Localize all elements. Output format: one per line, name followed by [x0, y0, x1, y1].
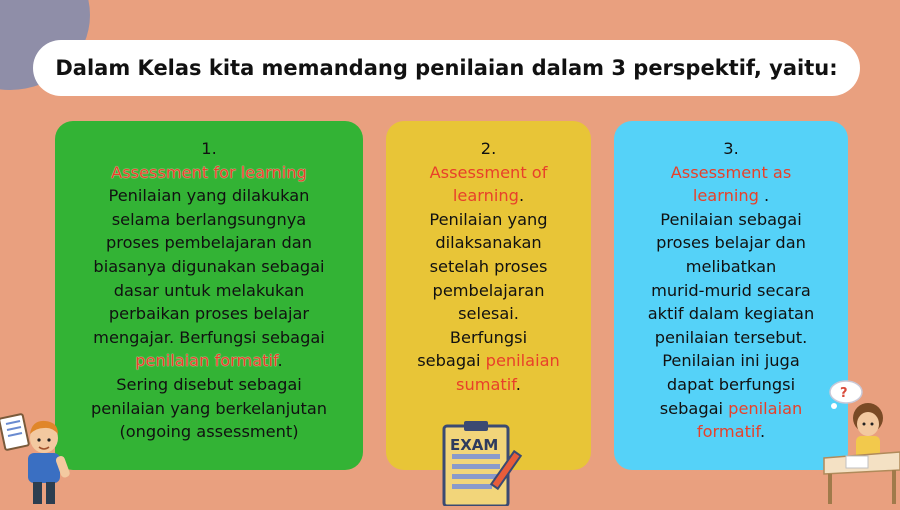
perspective-card-3: [614, 121, 848, 470]
page-title: Dalam Kelas kita memandang penilaian dalam 3 perspektif, yaitu:: [55, 56, 838, 80]
highlight-term: formatif: [696, 422, 760, 442]
card-text-line: melibatkan: [685, 256, 777, 276]
card-highlight-line: [624, 420, 838, 444]
card-heading-line: [396, 184, 581, 208]
boy-with-clipboard-icon: [0, 410, 75, 506]
card-heading-line: [624, 184, 838, 208]
exam-label: EXAM: [450, 436, 499, 454]
card-text-line: dasar untuk melakukan: [113, 280, 305, 300]
card-highlight-line: [396, 349, 581, 373]
card-text-line: Sering disebut sebagai: [116, 374, 302, 394]
card-number: 3.: [723, 139, 739, 158]
perspective-card-1: [55, 121, 363, 470]
card-number: 1.: [201, 139, 217, 158]
card-text-line: proses belajar dan: [656, 233, 806, 253]
question-mark: ?: [840, 386, 848, 401]
card-text-line: pembelajaran: [432, 280, 545, 300]
card-text-line: mengajar. Berfungsi sebagai: [93, 327, 325, 347]
card-text-line: (ongoing assessment): [119, 422, 299, 442]
card-text-line: aktif dalam kegiatan: [647, 304, 815, 324]
highlight-term: penilaian: [728, 398, 803, 418]
card-text-line: proses pembelajaran dan: [106, 233, 312, 253]
card-text-line: penilaian yang berkelanjutan: [90, 398, 327, 418]
card-text-line: Berfungsi: [449, 327, 528, 347]
card-text-line: Penilaian ini juga: [662, 351, 800, 371]
card-heading: Assessment as: [670, 162, 792, 182]
card-heading: learning: [452, 186, 519, 206]
title-banner: [33, 40, 860, 96]
card-heading: Assessment of: [429, 162, 548, 182]
card-text-line: dapat berfungsi: [666, 374, 796, 394]
card-text-line: penilaian tersebut.: [654, 327, 808, 347]
highlight-term: sumatif: [456, 374, 516, 394]
punctuation: .: [515, 374, 521, 394]
punctuation: .: [277, 351, 283, 371]
perspective-card-2: [386, 121, 591, 470]
card-text-line: Penilaian yang: [429, 209, 548, 229]
punctuation: .: [518, 186, 525, 206]
punctuation: .: [759, 422, 766, 442]
card-text: sebagai: [417, 351, 486, 371]
card-heading: learning: [692, 186, 759, 206]
card-text-line: selama berlangsungnya: [111, 209, 307, 229]
card-highlight-line: [624, 397, 838, 421]
card-text-line: murid-murid secara: [651, 280, 811, 300]
card-text-line: Penilaian yang dilakukan: [108, 186, 310, 206]
highlight-term: penilaian: [485, 351, 560, 371]
card-text-line: selesai.: [458, 304, 519, 324]
card-text-line: perbaikan proses belajar: [108, 304, 310, 324]
card-highlight-line: [65, 349, 353, 373]
girl-thinking-icon: [820, 378, 900, 506]
card-text-line: biasanya digunakan sebagai: [93, 256, 325, 276]
card-number: 2.: [480, 139, 497, 158]
card-text-line: setelah proses: [429, 256, 548, 276]
card-text: sebagai: [659, 398, 729, 418]
punctuation: .: [758, 186, 770, 206]
card-text-line: dilaksanakan: [435, 233, 542, 253]
exam-paper-icon: [442, 420, 532, 506]
highlight-term: penilaian formatif: [135, 351, 278, 371]
card-text-line: Penilaian sebagai: [660, 209, 802, 229]
card-heading: Assessment for learning: [111, 162, 307, 182]
card-highlight-line: [396, 373, 581, 397]
